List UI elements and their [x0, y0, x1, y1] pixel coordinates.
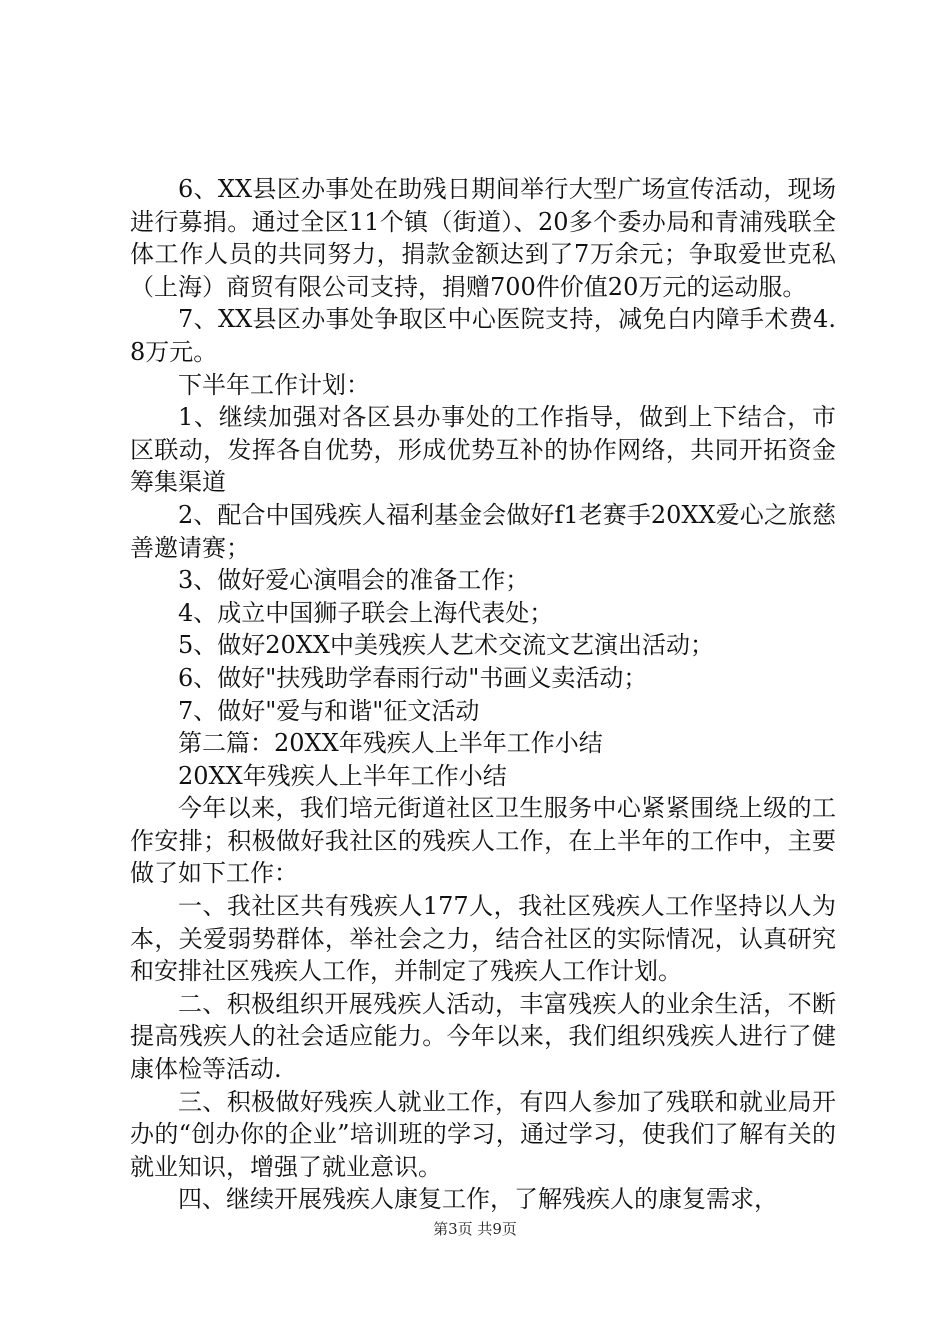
paragraph: 3、做好爱心演唱会的准备工作； [178, 566, 530, 595]
paragraph: 三、积极做好残疾人就业工作，有四人参加了残联和就业局开办的“创办你的企业”培训班的学习，通过学习，使我们了解有关的就业知识，增强了就业意识。 [130, 1087, 836, 1181]
paragraph: 2、配合中国残疾人福利基金会做好f1老赛手20XX爱心之旅慈善邀请赛； [130, 500, 836, 562]
paragraph: 5、做好20XX中美残疾人艺术交流文艺演出活动； [178, 631, 714, 660]
section-heading: 第二篇：20XX年残疾人上半年工作小结 [178, 729, 603, 758]
paragraph: 下半年工作计划： [178, 370, 370, 399]
paragraph: 1、继续加强对各区县办事处的工作指导，做到上下结合，市区联动，发挥各自优势，形成优势互补的协作网络，共同开拓资金筹集渠道 [130, 403, 836, 497]
paragraph: 二、积极组织开展残疾人活动，丰富残疾人的业余生活，不断提高残疾人的社会适应能力。今年以来，我们组织残疾人进行了健康体检等活动. [130, 989, 836, 1084]
page-number-footer: 第3页 共9页 [433, 1220, 517, 1238]
section-title: 20XX年残疾人上半年工作小结 [178, 761, 507, 790]
paragraph: 7、XX县区办事处争取区中心医院支持，减免白内障手术费4.8万元。 [130, 305, 836, 366]
paragraph: 今年以来，我们培元街道社区卫生服务中心紧紧围绕上级的工作安排；积极做好我社区的残疾人工作，在上半年的工作中，主要做了如下工作： [130, 794, 836, 888]
paragraph: 4、成立中国狮子联会上海代表处； [178, 598, 554, 627]
paragraph: 一、我社区共有残疾人177人，我社区残疾人工作坚持以人为本，关爱弱势群体，举社会之力，结合社区的实际情况，认真研究和安排社区残疾人工作，并制定了残疾人工作计划。 [130, 892, 836, 986]
paragraph: 6、做好"扶残助学春雨行动"书画义卖活动； [178, 663, 648, 692]
paragraph: 6、XX县区办事处在助残日期间举行大型广场宣传活动，现场进行募捐。通过全区11个镇（街道）、20多个委办局和青浦残联全体工作人员的共同努力，捐款金额达到了7万余元；争取爱世克私（上海）商贸有限公司支持，捐赠700件价值20万元的运动服。 [130, 175, 836, 301]
paragraph: 7、做好"爱与和谐"征文活动 [178, 696, 480, 725]
document-body [130, 173, 836, 1216]
paragraph: 四、继续开展残疾人康复工作，了解残疾人的康复需求， [178, 1185, 778, 1214]
